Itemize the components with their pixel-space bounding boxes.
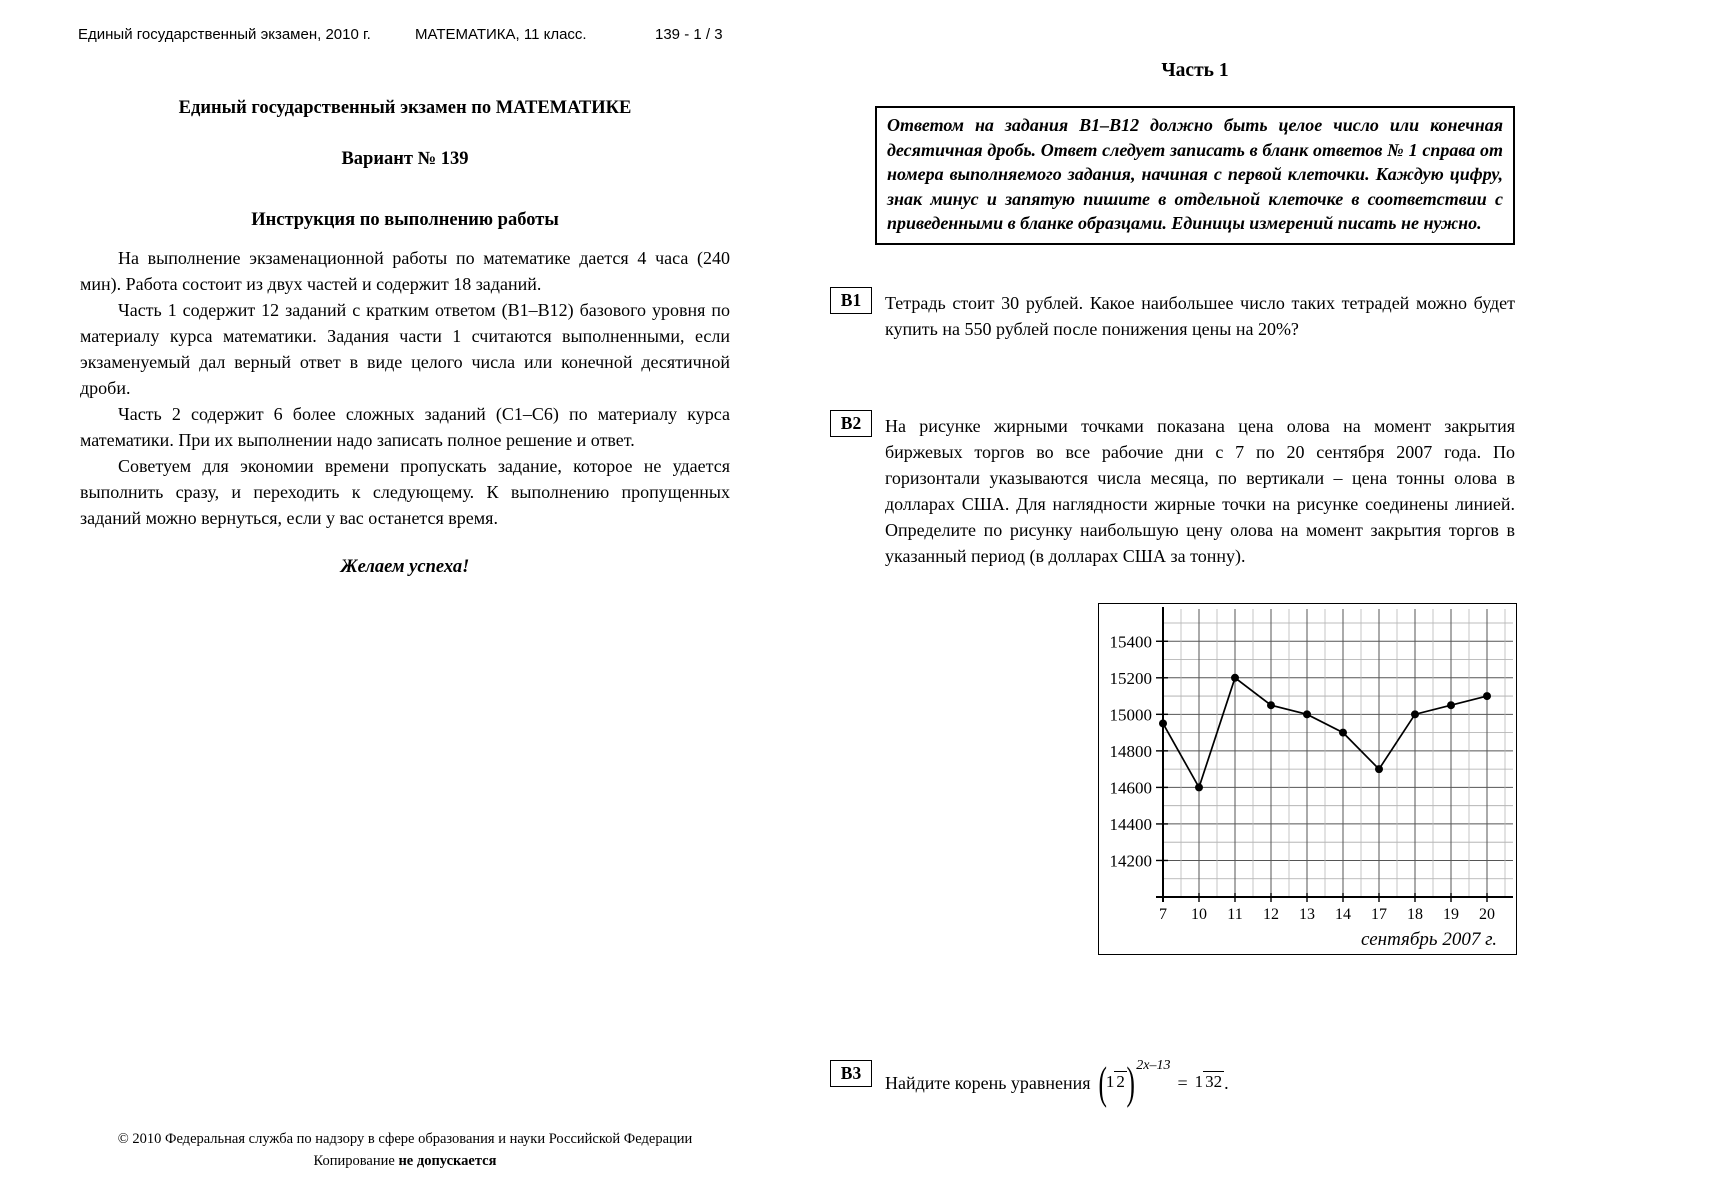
left-column — [80, 88, 730, 597]
page-footer — [80, 1128, 730, 1172]
svg-text:12: 12 — [1263, 906, 1279, 923]
svg-text:14600: 14600 — [1109, 778, 1152, 798]
data-point-11 — [1231, 674, 1239, 682]
instructions-paragraph: Часть 2 содержит 6 более сложных заданий (С1–С6) по материалу курса математики. При их выполнении надо записать полное решение и ответ. — [80, 404, 730, 450]
data-point-12 — [1267, 701, 1275, 709]
instructions-paragraph: Часть 1 содержит 12 заданий с кратким ответом (В1–В12) базового уровня по материалу курса математики. Задания части 1 считаются выполненными, если экзаменуемый дал верный ответ в виде целого числа или конечной десятичной дроби. — [80, 300, 730, 398]
svg-text:15200: 15200 — [1109, 668, 1152, 688]
footer-copyright: © 2010 Федеральная служба по надзору в сфере образования и науки Российской Федерации — [117, 1131, 693, 1147]
task-b3-prefix: Найдите корень уравнения — [885, 1072, 1091, 1093]
svg-text:11: 11 — [1227, 906, 1243, 923]
good-luck-line: Желаем успеха! — [340, 557, 470, 577]
task-b3-badge: В3 — [830, 1060, 872, 1087]
task-b3 — [830, 1057, 1515, 1108]
header-page-number: 139 - 1 / 3 — [655, 26, 723, 43]
rhs-fraction: 1 32 — [1194, 1072, 1223, 1092]
task-b3-text — [885, 1057, 1515, 1108]
part-1-heading: Часть 1 — [1161, 60, 1229, 81]
variant-number: Вариант № 139 — [341, 149, 469, 169]
svg-text:18: 18 — [1407, 906, 1423, 923]
svg-text:14: 14 — [1335, 906, 1351, 923]
svg-text:15400: 15400 — [1109, 632, 1152, 652]
svg-text:10: 10 — [1191, 906, 1207, 923]
data-point-10 — [1195, 783, 1203, 791]
tin-price-chart — [1098, 603, 1517, 955]
svg-text:13: 13 — [1299, 906, 1315, 923]
equals-sign: = — [1177, 1072, 1188, 1093]
task-b1-badge: В1 — [830, 287, 872, 314]
task-b1-text: Тетрадь стоит 30 рублей. Какое наибольшее число таких тетрадей можно будет купить на 550 рублей после понижения цены на 20%? — [885, 293, 1515, 339]
instructions-paragraph: На выполнение экзаменационной работы по математике дается 4 часа (240 мин). Работа состоит из двух частей и содержит 18 заданий. — [80, 248, 730, 294]
svg-text:7: 7 — [1159, 906, 1167, 923]
data-point-14 — [1339, 729, 1347, 737]
b3-equation — [1098, 1057, 1229, 1108]
data-point-13 — [1303, 710, 1311, 718]
instructions-paragraph: Советуем для экономии времени пропускать задание, которое не удается выполнить сразу, и переходить к следующему. К выполнению пропущенных заданий можно вернуться, если у вас останется время. — [80, 456, 730, 528]
data-point-20 — [1483, 692, 1491, 700]
header-subject: МАТЕМАТИКА, 11 класс. — [415, 26, 587, 43]
data-point-18 — [1411, 710, 1419, 718]
period: . — [1224, 1072, 1229, 1093]
data-point-19 — [1447, 701, 1455, 709]
footer-no-copy: Копирование не допускается — [313, 1153, 497, 1169]
header-exam-name: Единый государственный экзамен, 2010 г. — [78, 26, 371, 43]
svg-text:14800: 14800 — [1109, 741, 1152, 761]
left-paren: ( — [1098, 1057, 1107, 1108]
svg-text:сентябрь 2007 г.: сентябрь 2007 г. — [1361, 929, 1497, 950]
document-title: Единый государственный экзамен по МАТЕМАТИКЕ — [178, 98, 632, 118]
svg-text:15000: 15000 — [1109, 705, 1152, 725]
base-fraction: 1 2 — [1105, 1072, 1125, 1092]
answer-format-box: Ответом на задания В1–В12 должно быть целое число или конечная десятичная дробь. Ответ следует записать в бланк ответов № 1 справа от номера выполняемого задания, начиная с первой клеточки. Каждую цифру, знак минус и запятую пишите в отдельной клеточке в соответствии с приведенными в бланке образцами. Единицы измерений писать не нужно. — [875, 106, 1515, 245]
svg-text:19: 19 — [1443, 906, 1459, 923]
task-b1 — [830, 290, 1515, 342]
data-point-17 — [1375, 765, 1383, 773]
data-point-7 — [1159, 719, 1167, 727]
svg-text:17: 17 — [1371, 906, 1387, 923]
svg-text:20: 20 — [1479, 906, 1495, 923]
tin-price-chart-svg — [1099, 604, 1515, 953]
right-column — [830, 60, 1520, 1180]
svg-text:14400: 14400 — [1109, 814, 1152, 834]
svg-text:14200: 14200 — [1109, 851, 1152, 871]
right-paren: ) — [1126, 1057, 1135, 1108]
task-b2 — [830, 413, 1515, 569]
task-b2-badge: В2 — [830, 410, 872, 437]
exponent: 2x–13 — [1136, 1058, 1171, 1073]
instructions-heading: Инструкция по выполнению работы — [251, 210, 559, 230]
task-b2-text: На рисунке жирными точками показана цена олова на момент закрытия биржевых торгов во все рабочие дни с 7 по 20 сентября 2007 года. По горизонтали указываются числа месяца, по вертикали – цена тонны олова в долларах США. Для наглядности жирные точки на рисунке соединены линией. Определите по рисунку наибольшую цену олова на момент закрытия торгов в указанный период (в долларах США за тонну). — [885, 416, 1515, 566]
